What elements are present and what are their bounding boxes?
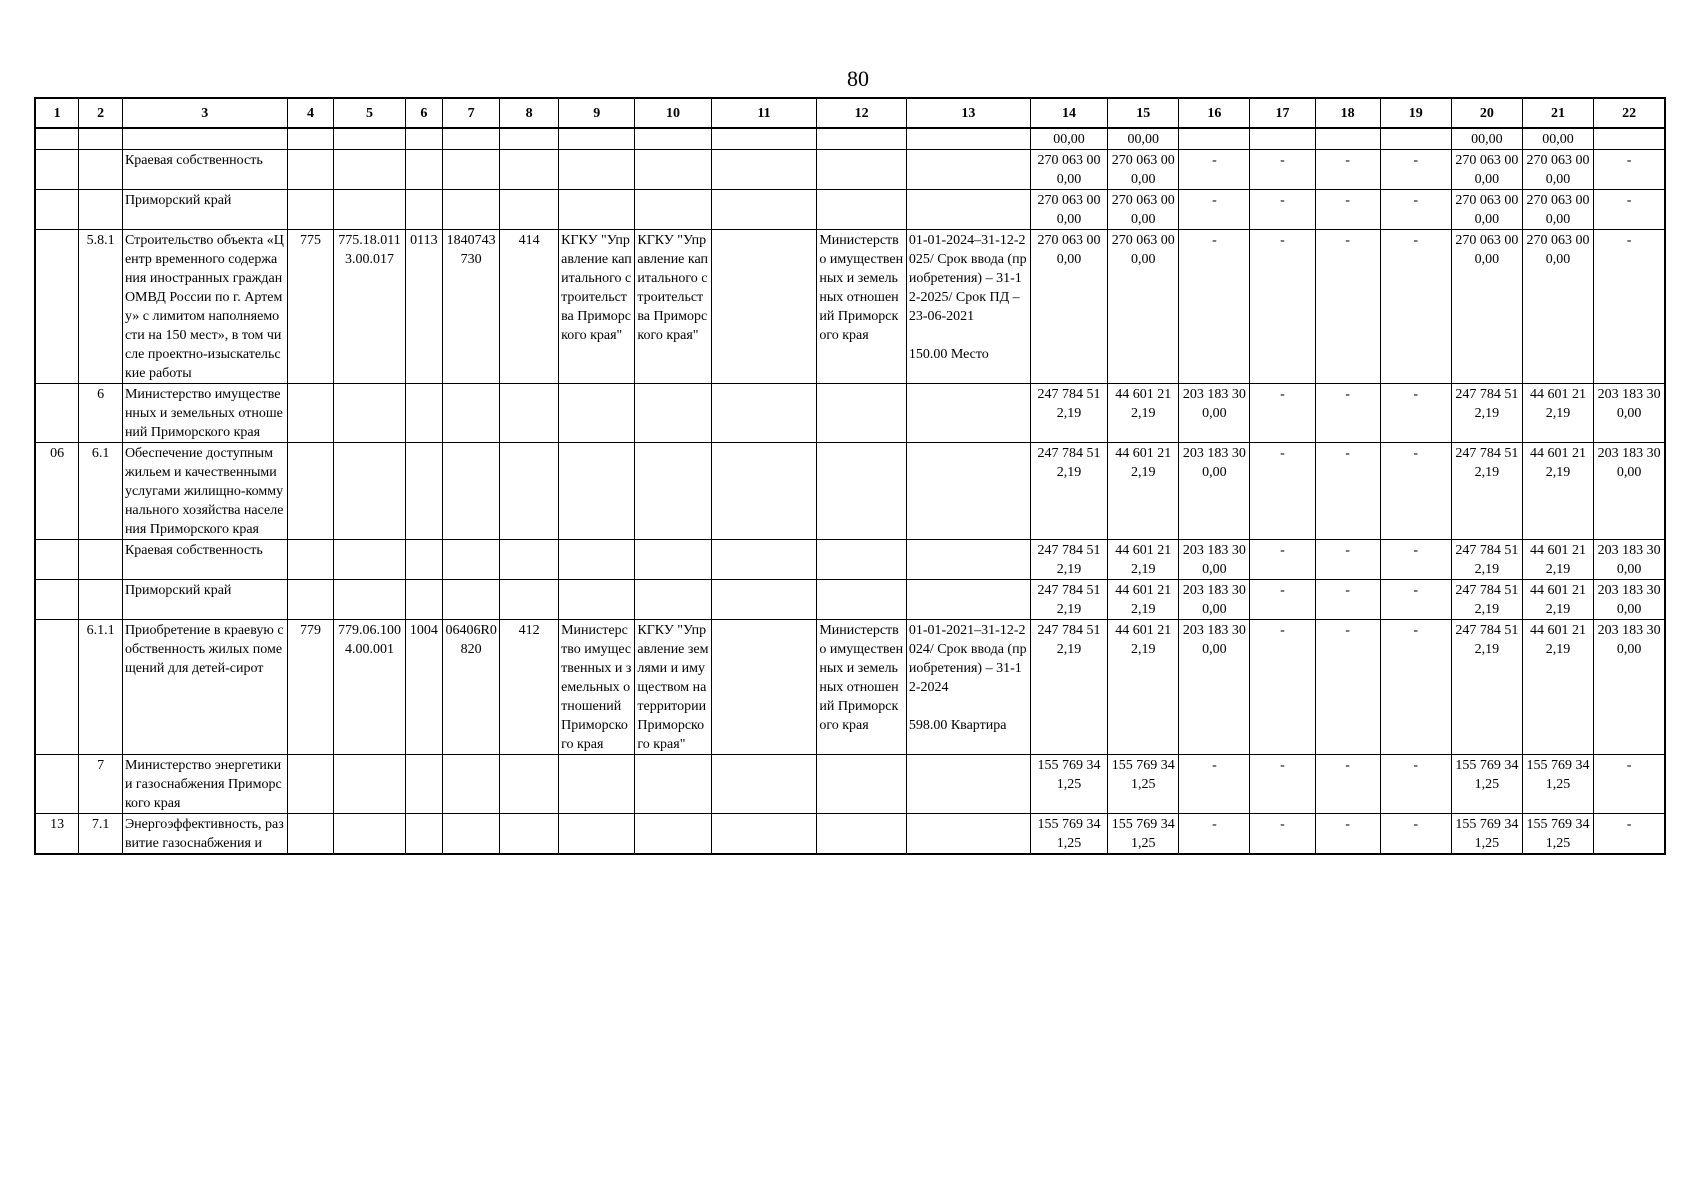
table-cell-col-14: 247 784 512,19 [1030, 580, 1107, 620]
table-cell-col-13: 01-01-2021–31-12-2024/ Срок ввода (приобретения) – 31-12-2024 598.00 Квартира [906, 620, 1030, 755]
table-cell-col-12 [817, 755, 906, 814]
table-cell-col-2: 7.1 [79, 814, 123, 855]
table-cell-col-15: 44 601 212,19 [1108, 384, 1179, 443]
table-cell-col-2: 6.1 [79, 443, 123, 540]
table-cell-col-1 [35, 190, 79, 230]
table-cell-col-5 [334, 190, 405, 230]
table-cell-col-15: 44 601 212,19 [1108, 580, 1179, 620]
table-cell-col-7: 1840743730 [443, 230, 500, 384]
table-cell-col-17: - [1250, 580, 1315, 620]
table-row [35, 755, 1665, 814]
table-cell-col-13 [906, 190, 1030, 230]
table-cell-col-17: - [1250, 150, 1315, 190]
column-header-18: 18 [1315, 98, 1380, 128]
table-cell-col-13 [906, 128, 1030, 150]
column-header-17: 17 [1250, 98, 1315, 128]
table-cell-col-2: 6.1.1 [79, 620, 123, 755]
table-cell-col-16: - [1179, 755, 1250, 814]
table-cell-col-19: - [1380, 150, 1451, 190]
table-row [35, 128, 1665, 150]
table-cell-col-22: - [1594, 190, 1665, 230]
table-cell-col-22 [1594, 128, 1665, 150]
table-cell-col-22: - [1594, 150, 1665, 190]
table-cell-col-21: 44 601 212,19 [1522, 443, 1593, 540]
table-cell-col-19: - [1380, 620, 1451, 755]
table-cell-col-7 [443, 384, 500, 443]
table-cell-col-5 [334, 384, 405, 443]
table-cell-col-5 [334, 755, 405, 814]
table-cell-col-7 [443, 190, 500, 230]
table-cell-col-13 [906, 384, 1030, 443]
table-cell-col-11 [711, 150, 817, 190]
table-cell-col-12 [817, 150, 906, 190]
table-cell-col-21: 270 063 000,00 [1522, 150, 1593, 190]
table-cell-col-11 [711, 128, 817, 150]
table-cell-col-17: - [1250, 190, 1315, 230]
table-cell-col-13 [906, 540, 1030, 580]
table-cell-col-16: - [1179, 150, 1250, 190]
table-cell-col-17 [1250, 128, 1315, 150]
table-cell-col-21: 00,00 [1522, 128, 1593, 150]
table-cell-col-18: - [1315, 384, 1380, 443]
table-cell-col-3: Строительство объекта «Центр временного содержания иностранных граждан ОМВД России по г. Артему» с лимитом наполняемости на 150 мест», в том числе проектно-изыскательские работы [122, 230, 287, 384]
table-cell-col-19 [1380, 128, 1451, 150]
page-number: 80 [847, 66, 869, 91]
table-row [35, 814, 1665, 855]
table-cell-col-10: КГКУ "Управление землями и имуществом на территории Приморского края" [635, 620, 711, 755]
table-cell-col-10 [635, 190, 711, 230]
table-cell-col-7 [443, 150, 500, 190]
table-cell-col-10 [635, 755, 711, 814]
table-cell-col-14: 247 784 512,19 [1030, 620, 1107, 755]
table-cell-col-10 [635, 128, 711, 150]
table-cell-col-6 [405, 443, 443, 540]
table-row [35, 230, 1665, 384]
table-cell-col-4 [287, 580, 334, 620]
column-header-7: 7 [443, 98, 500, 128]
column-header-1: 1 [35, 98, 79, 128]
table-cell-col-18 [1315, 128, 1380, 150]
column-header-15: 15 [1108, 98, 1179, 128]
table-cell-col-12 [817, 580, 906, 620]
table-cell-col-6: 1004 [405, 620, 443, 755]
column-header-21: 21 [1522, 98, 1593, 128]
table-cell-col-22: 203 183 300,00 [1594, 620, 1665, 755]
table-cell-col-5 [334, 128, 405, 150]
table-cell-col-17: - [1250, 540, 1315, 580]
table-cell-col-10 [635, 814, 711, 855]
table-cell-col-19: - [1380, 190, 1451, 230]
column-header-19: 19 [1380, 98, 1451, 128]
table-cell-col-11 [711, 443, 817, 540]
table-cell-col-10 [635, 443, 711, 540]
table-cell-col-8 [500, 540, 559, 580]
table-cell-col-3: Краевая собственность [122, 540, 287, 580]
column-header-20: 20 [1451, 98, 1522, 128]
table-cell-col-9 [559, 755, 635, 814]
table-cell-col-14: 247 784 512,19 [1030, 443, 1107, 540]
table-cell-col-6 [405, 540, 443, 580]
column-header-16: 16 [1179, 98, 1250, 128]
table-cell-col-21: 155 769 341,25 [1522, 814, 1593, 855]
table-row [35, 540, 1665, 580]
table-cell-col-19: - [1380, 230, 1451, 384]
table-cell-col-13 [906, 150, 1030, 190]
budget-table [34, 97, 1666, 855]
table-cell-col-17: - [1250, 443, 1315, 540]
table-cell-col-16: - [1179, 230, 1250, 384]
table-cell-col-1 [35, 150, 79, 190]
table-cell-col-22: 203 183 300,00 [1594, 580, 1665, 620]
table-cell-col-16: 203 183 300,00 [1179, 443, 1250, 540]
table-cell-col-14: 270 063 000,00 [1030, 150, 1107, 190]
table-cell-col-21: 44 601 212,19 [1522, 580, 1593, 620]
table-cell-col-5: 779.06.1004.00.001 [334, 620, 405, 755]
table-cell-col-13 [906, 814, 1030, 855]
table-cell-col-4 [287, 128, 334, 150]
table-cell-col-6 [405, 128, 443, 150]
table-cell-col-19: - [1380, 443, 1451, 540]
table-cell-col-8 [500, 755, 559, 814]
header-row [35, 98, 1665, 128]
table-cell-col-1 [35, 230, 79, 384]
table-cell-col-21: 155 769 341,25 [1522, 755, 1593, 814]
table-cell-col-12 [817, 384, 906, 443]
table-cell-col-22: 203 183 300,00 [1594, 540, 1665, 580]
table-cell-col-15: 270 063 000,00 [1108, 230, 1179, 384]
table-cell-col-1 [35, 384, 79, 443]
table-cell-col-22: - [1594, 230, 1665, 384]
table-cell-col-1 [35, 755, 79, 814]
table-cell-col-11 [711, 755, 817, 814]
table-cell-col-3 [122, 128, 287, 150]
table-row [35, 620, 1665, 755]
table-cell-col-2 [79, 580, 123, 620]
table-cell-col-1: 13 [35, 814, 79, 855]
table-cell-col-15: 00,00 [1108, 128, 1179, 150]
table-cell-col-17: - [1250, 814, 1315, 855]
table-cell-col-6 [405, 190, 443, 230]
column-header-2: 2 [79, 98, 123, 128]
table-cell-col-16: - [1179, 814, 1250, 855]
table-cell-col-20: 247 784 512,19 [1451, 540, 1522, 580]
table-cell-col-3: Министерство имущественных и земельных отношений Приморского края [122, 384, 287, 443]
column-header-11: 11 [711, 98, 817, 128]
table-cell-col-11 [711, 540, 817, 580]
table-cell-col-9: КГКУ "Управление капитального строительства Приморского края" [559, 230, 635, 384]
table-cell-col-11 [711, 620, 817, 755]
table-cell-col-22: 203 183 300,00 [1594, 384, 1665, 443]
table-cell-col-15: 44 601 212,19 [1108, 443, 1179, 540]
table-cell-col-4 [287, 814, 334, 855]
table-cell-col-4 [287, 384, 334, 443]
table-cell-col-8 [500, 580, 559, 620]
table-cell-col-21: 270 063 000,00 [1522, 230, 1593, 384]
table-cell-col-13: 01-01-2024–31-12-2025/ Срок ввода (приобретения) – 31-12-2025/ Срок ПД – 23-06-2021 150.00 Место [906, 230, 1030, 384]
column-header-8: 8 [500, 98, 559, 128]
table-cell-col-15: 155 769 341,25 [1108, 814, 1179, 855]
table-cell-col-6 [405, 384, 443, 443]
table-cell-col-13 [906, 755, 1030, 814]
table-cell-col-18: - [1315, 814, 1380, 855]
table-cell-col-9 [559, 128, 635, 150]
table-cell-col-2 [79, 150, 123, 190]
table-cell-col-7 [443, 540, 500, 580]
table-cell-col-6 [405, 755, 443, 814]
table-cell-col-8 [500, 814, 559, 855]
table-cell-col-15: 44 601 212,19 [1108, 540, 1179, 580]
table-cell-col-5 [334, 443, 405, 540]
table-row [35, 580, 1665, 620]
table-cell-col-18: - [1315, 540, 1380, 580]
table-cell-col-16 [1179, 128, 1250, 150]
table-cell-col-17: - [1250, 384, 1315, 443]
table-cell-col-4 [287, 190, 334, 230]
table-cell-col-20: 270 063 000,00 [1451, 190, 1522, 230]
table-cell-col-15: 155 769 341,25 [1108, 755, 1179, 814]
table-cell-col-14: 247 784 512,19 [1030, 540, 1107, 580]
table-cell-col-20: 00,00 [1451, 128, 1522, 150]
table-cell-col-14: 155 769 341,25 [1030, 814, 1107, 855]
column-header-4: 4 [287, 98, 334, 128]
table-cell-col-4 [287, 150, 334, 190]
table-cell-col-8 [500, 384, 559, 443]
table-cell-col-18: - [1315, 190, 1380, 230]
table-cell-col-7 [443, 128, 500, 150]
table-cell-col-9 [559, 580, 635, 620]
table-cell-col-20: 155 769 341,25 [1451, 755, 1522, 814]
table-cell-col-19: - [1380, 580, 1451, 620]
table-cell-col-9 [559, 190, 635, 230]
table-cell-col-11 [711, 384, 817, 443]
table-cell-col-19: - [1380, 755, 1451, 814]
table-cell-col-5: 775.18.0113.00.017 [334, 230, 405, 384]
table-cell-col-22: 203 183 300,00 [1594, 443, 1665, 540]
table-cell-col-18: - [1315, 755, 1380, 814]
table-cell-col-16: 203 183 300,00 [1179, 540, 1250, 580]
table-cell-col-18: - [1315, 150, 1380, 190]
table-cell-col-11 [711, 580, 817, 620]
table-cell-col-7 [443, 755, 500, 814]
table-cell-col-10 [635, 150, 711, 190]
table-row [35, 443, 1665, 540]
table-cell-col-13 [906, 443, 1030, 540]
table-cell-col-16: 203 183 300,00 [1179, 620, 1250, 755]
table-cell-col-14: 247 784 512,19 [1030, 384, 1107, 443]
table-row [35, 190, 1665, 230]
table-cell-col-2 [79, 128, 123, 150]
table-cell-col-12: Министерство имущественных и земельных отношений Приморского края [817, 620, 906, 755]
table-cell-col-20: 247 784 512,19 [1451, 580, 1522, 620]
table-cell-col-1 [35, 620, 79, 755]
table-cell-col-1: 06 [35, 443, 79, 540]
table-cell-col-12 [817, 190, 906, 230]
column-header-3: 3 [122, 98, 287, 128]
table-cell-col-1 [35, 540, 79, 580]
table-cell-col-8: 414 [500, 230, 559, 384]
table-cell-col-3: Приморский край [122, 190, 287, 230]
table-cell-col-8 [500, 190, 559, 230]
table-cell-col-2 [79, 540, 123, 580]
table-cell-col-11 [711, 814, 817, 855]
table-cell-col-19: - [1380, 540, 1451, 580]
table-cell-col-10 [635, 540, 711, 580]
table-cell-col-9: Министерство имущественных и земельных отношений Приморского края [559, 620, 635, 755]
table-cell-col-9 [559, 814, 635, 855]
table-cell-col-17: - [1250, 620, 1315, 755]
table-cell-col-7 [443, 580, 500, 620]
table-cell-col-1 [35, 580, 79, 620]
column-header-13: 13 [906, 98, 1030, 128]
table-cell-col-3: Энергоэффективность, развитие газоснабжения и [122, 814, 287, 855]
table-cell-col-22: - [1594, 755, 1665, 814]
table-cell-col-2: 5.8.1 [79, 230, 123, 384]
table-cell-col-10 [635, 580, 711, 620]
table-cell-col-9 [559, 443, 635, 540]
table-cell-col-9 [559, 150, 635, 190]
table-cell-col-20: 155 769 341,25 [1451, 814, 1522, 855]
table-cell-col-16: - [1179, 190, 1250, 230]
table-cell-col-15: 44 601 212,19 [1108, 620, 1179, 755]
table-cell-col-16: 203 183 300,00 [1179, 384, 1250, 443]
table-cell-col-4: 775 [287, 230, 334, 384]
table-cell-col-20: 270 063 000,00 [1451, 230, 1522, 384]
table-cell-col-4 [287, 443, 334, 540]
table-cell-col-21: 44 601 212,19 [1522, 540, 1593, 580]
table-cell-col-3: Приморский край [122, 580, 287, 620]
table-cell-col-12 [817, 128, 906, 150]
table-cell-col-17: - [1250, 755, 1315, 814]
table-cell-col-15: 270 063 000,00 [1108, 190, 1179, 230]
table-cell-col-6 [405, 814, 443, 855]
table-cell-col-7 [443, 443, 500, 540]
table-cell-col-4 [287, 755, 334, 814]
table-row [35, 150, 1665, 190]
table-cell-col-18: - [1315, 580, 1380, 620]
table-cell-col-2 [79, 190, 123, 230]
column-header-9: 9 [559, 98, 635, 128]
table-row [35, 384, 1665, 443]
table-cell-col-8: 412 [500, 620, 559, 755]
table-cell-col-12 [817, 814, 906, 855]
table-cell-col-8 [500, 128, 559, 150]
table-cell-col-21: 270 063 000,00 [1522, 190, 1593, 230]
table-cell-col-6 [405, 580, 443, 620]
table-cell-col-2: 6 [79, 384, 123, 443]
table-cell-col-8 [500, 150, 559, 190]
table-cell-col-20: 270 063 000,00 [1451, 150, 1522, 190]
table-cell-col-12: Министерство имущественных и земельных отношений Приморского края [817, 230, 906, 384]
table-cell-col-14: 00,00 [1030, 128, 1107, 150]
table-cell-col-18: - [1315, 443, 1380, 540]
table-cell-col-9 [559, 384, 635, 443]
table-cell-col-14: 270 063 000,00 [1030, 230, 1107, 384]
table-cell-col-10: КГКУ "Управление капитального строительства Приморского края" [635, 230, 711, 384]
table-cell-col-5 [334, 540, 405, 580]
table-cell-col-1 [35, 128, 79, 150]
table-cell-col-4 [287, 540, 334, 580]
table-cell-col-3: Приобретение в краевую собственность жилых помещений для детей-сирот [122, 620, 287, 755]
table-cell-col-15: 270 063 000,00 [1108, 150, 1179, 190]
table-cell-col-11 [711, 230, 817, 384]
table-cell-col-21: 44 601 212,19 [1522, 620, 1593, 755]
table-cell-col-21: 44 601 212,19 [1522, 384, 1593, 443]
table-cell-col-14: 155 769 341,25 [1030, 755, 1107, 814]
table-cell-col-14: 270 063 000,00 [1030, 190, 1107, 230]
table-cell-col-13 [906, 580, 1030, 620]
table-cell-col-9 [559, 540, 635, 580]
table-cell-col-20: 247 784 512,19 [1451, 443, 1522, 540]
table-cell-col-16: 203 183 300,00 [1179, 580, 1250, 620]
table-cell-col-7 [443, 814, 500, 855]
column-header-6: 6 [405, 98, 443, 128]
table-cell-col-8 [500, 443, 559, 540]
table-cell-col-18: - [1315, 620, 1380, 755]
table-cell-col-20: 247 784 512,19 [1451, 384, 1522, 443]
table-cell-col-5 [334, 580, 405, 620]
table-cell-col-7: 06406R0820 [443, 620, 500, 755]
table-cell-col-10 [635, 384, 711, 443]
table-cell-col-17: - [1250, 230, 1315, 384]
column-header-22: 22 [1594, 98, 1665, 128]
table-cell-col-3: Краевая собственность [122, 150, 287, 190]
column-header-5: 5 [334, 98, 405, 128]
table-body [35, 128, 1665, 854]
table-cell-col-4: 779 [287, 620, 334, 755]
column-header-10: 10 [635, 98, 711, 128]
table-cell-col-3: Министерство энергетики и газоснабжения Приморского края [122, 755, 287, 814]
table-cell-col-3: Обеспечение доступным жильем и качественными услугами жилищно-коммунального хозяйства населения Приморского края [122, 443, 287, 540]
table-cell-col-12 [817, 443, 906, 540]
table-cell-col-5 [334, 814, 405, 855]
table-cell-col-5 [334, 150, 405, 190]
table-cell-col-19: - [1380, 384, 1451, 443]
table-cell-col-19: - [1380, 814, 1451, 855]
table-cell-col-12 [817, 540, 906, 580]
table-cell-col-2: 7 [79, 755, 123, 814]
table-cell-col-18: - [1315, 230, 1380, 384]
table-cell-col-20: 247 784 512,19 [1451, 620, 1522, 755]
table-cell-col-6 [405, 150, 443, 190]
column-header-14: 14 [1030, 98, 1107, 128]
column-header-12: 12 [817, 98, 906, 128]
table-cell-col-6: 0113 [405, 230, 443, 384]
table-cell-col-22: - [1594, 814, 1665, 855]
table-cell-col-11 [711, 190, 817, 230]
